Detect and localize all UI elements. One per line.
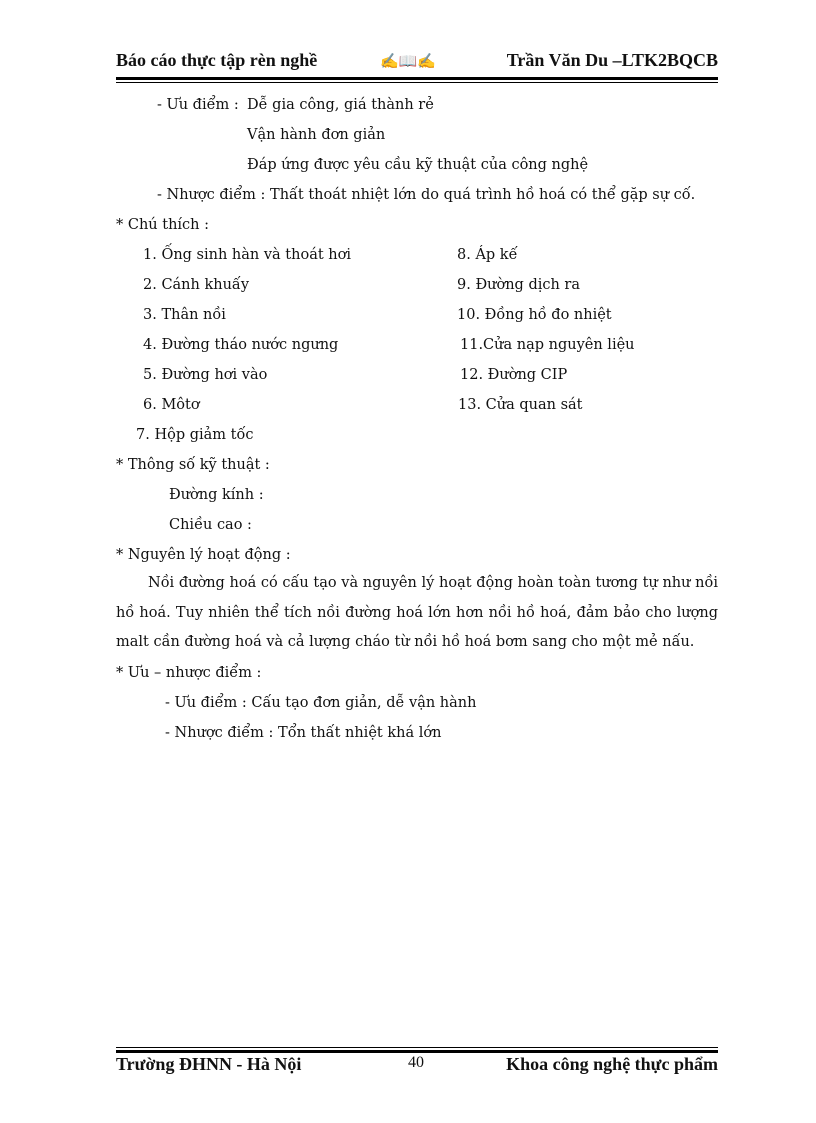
- note-item: 1. Ống sinh hàn và thoát hơi: [143, 247, 351, 263]
- advantage-item: Đáp ứng được yêu cầu kỹ thuật của công nghệ: [247, 157, 589, 173]
- note-item: 9. Đường dịch ra: [457, 277, 581, 293]
- page-header: [116, 50, 718, 78]
- advantage-item: Vận hành đơn giản: [247, 127, 386, 143]
- footer-rule-thin: [116, 1047, 718, 1048]
- footer-right-faculty: Khoa công nghệ thực phẩm: [506, 1054, 718, 1074]
- note-item: 13. Cửa quan sát: [458, 397, 583, 413]
- note-item: 8. Áp kế: [457, 247, 518, 263]
- header-left-title: Báo cáo thực tập rèn nghề: [116, 50, 318, 70]
- notes-heading: * Chú thích :: [116, 217, 209, 233]
- advantage-item: Dễ gia công, giá thành rẻ: [247, 97, 434, 113]
- principle-heading: * Nguyên lý hoạt động :: [116, 547, 291, 563]
- note-item: 7. Hộp giảm tốc: [136, 427, 254, 443]
- principle-paragraph: Nồi đường hoá có cấu tạo và nguyên lý hoạt động hoàn toàn tương tự như nồi hồ hoá. Tuy nhiên thể tích nồi đường hoá lớn hơn nồi hồ hoá, đảm bảo cho lượng malt cần đường hoá và cả lượng cháo từ nồi hồ hoá bơm sang cho một mẻ nấu.: [116, 575, 718, 651]
- note-item: 3. Thân nồi: [143, 307, 226, 323]
- disadvantage-line: - Nhược điểm : Tổn thất nhiệt khá lớn: [165, 725, 442, 741]
- disadvantage-line: - Nhược điểm : Thất thoát nhiệt lớn do quá trình hồ hoá có thể gặp sự cố.: [157, 187, 696, 203]
- header-right-author: Trần Văn Du –LTK2BQCB: [506, 50, 718, 70]
- page-number: 40: [408, 1054, 424, 1071]
- proscons-heading: * Ưu – nhược điểm :: [116, 665, 262, 681]
- note-item: 6. Môtơ: [143, 397, 200, 413]
- note-item: 2. Cánh khuấy: [143, 277, 250, 293]
- note-item: 11.Cửa nạp nguyên liệu: [460, 337, 635, 353]
- spec-item: Chiều cao :: [169, 517, 252, 533]
- footer-left-school: Trường ĐHNN - Hà Nội: [116, 1054, 302, 1074]
- header-rule: [116, 77, 718, 80]
- note-item: 5. Đường hơi vào: [143, 367, 268, 383]
- advantage-label: - Ưu điểm :: [157, 97, 239, 113]
- header-rule-thin: [116, 82, 718, 83]
- page-footer: [116, 1054, 718, 1082]
- header-ornament-icon: ✍📖✍: [380, 54, 437, 70]
- footer-rule: [116, 1050, 718, 1053]
- note-item: 4. Đường tháo nước ngưng: [143, 337, 339, 353]
- note-item: 10. Đồng hồ đo nhiệt: [457, 307, 612, 323]
- specs-heading: * Thông số kỹ thuật :: [116, 457, 270, 473]
- advantage-line: - Ưu điểm : Cấu tạo đơn giản, dễ vận hành: [165, 695, 477, 711]
- note-item: 12. Đường CIP: [460, 367, 568, 383]
- spec-item: Đường kính :: [169, 487, 264, 503]
